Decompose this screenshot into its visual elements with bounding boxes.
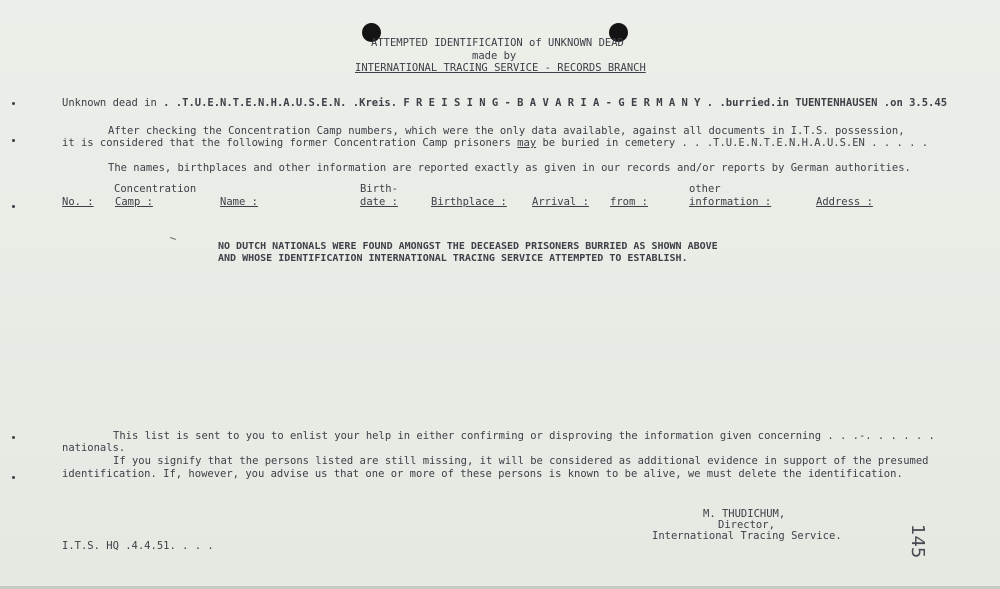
document-reference: I.T.S. HQ .4.4.51. . . .	[62, 540, 214, 552]
header-camp: Camp :	[115, 196, 153, 208]
closing-paragraph-2-line-1: If you signify that the persons listed are still missing, it will be considered as additional evidence in support of the presumed	[113, 455, 929, 467]
margin-dot	[12, 139, 15, 142]
closing-paragraph-2-line-2: identification. If, however, you advise us that one or more of these persons is known to be alive, we must delete the identification.	[62, 468, 903, 480]
header-concentration: Concentration	[114, 183, 197, 195]
after-checking-line-1: After checking the Concentration Camp numbers, which were the only data available, against all documents in I.T.S. possession,	[108, 125, 905, 137]
signatory-title: Director,	[718, 519, 775, 531]
header-from: from :	[610, 196, 648, 208]
closing-paragraph-1-line-1: This list is sent to you to enlist your help in either confirming or disproving the information given concerning . . .-. . . . . .	[113, 430, 935, 442]
header-no: No. :	[62, 196, 94, 208]
margin-dot	[12, 102, 15, 105]
notice-line-2: AND WHOSE IDENTIFICATION INTERNATIONAL TRACING SERVICE ATTEMPTED TO ESTABLISH.	[218, 253, 688, 264]
header-arrival: Arrival :	[532, 196, 589, 208]
made-by-line: made by	[472, 50, 517, 62]
header-birth: Birth-	[360, 183, 398, 195]
may-word: may	[517, 137, 537, 149]
unknown-dead-prefix: Unknown dead in	[62, 97, 157, 109]
signatory-name: M. THUDICHUM,	[703, 508, 786, 520]
organization-branch: INTERNATIONAL TRACING SERVICE - RECORDS BRANCH	[355, 62, 646, 74]
header-birthplace: Birthplace :	[431, 196, 507, 208]
after-checking-line-2	[62, 137, 928, 149]
notice-line-1: NO DUTCH NATIONALS WERE FOUND AMONGST THE DECEASED PRISONERS BURRIED AS SHOWN ABOVE	[218, 241, 718, 252]
unknown-dead-line	[62, 97, 947, 109]
document-title: ATTEMPTED IDENTIFICATION of UNKNOWN DEAD	[371, 37, 624, 49]
margin-dot	[12, 205, 15, 208]
header-other: other	[689, 183, 721, 195]
header-date: date :	[360, 196, 398, 208]
signatory-organization: International Tracing Service.	[652, 530, 842, 542]
after-checking-text-b: be buried in cemetery . . .T.U.E.N.T.E.N.H.A.U.S.EN . . . . .	[542, 137, 929, 149]
unknown-dead-details: . .T.U.E.N.T.E.N.H.A.U.S.E.N. .Kreis. F R E I S I N G - B A V A R I A - G E R M A N Y . .burried.in TUENTENHAUSEN .on 3.5.45	[163, 97, 948, 109]
names-note: The names, birthplaces and other information are reported exactly as given in our records and/or reports by German authorities.	[108, 162, 911, 174]
stray-mark	[170, 237, 176, 240]
header-name: Name :	[220, 196, 258, 208]
header-address: Address :	[816, 196, 873, 208]
header-information: information :	[689, 196, 772, 208]
closing-paragraph-1-line-2: nationals.	[62, 442, 126, 454]
page-number: 145	[907, 524, 928, 559]
after-checking-text-a: it is considered that the following former Concentration Camp prisoners	[62, 137, 511, 149]
margin-dot	[12, 436, 15, 439]
margin-dot	[12, 476, 15, 479]
